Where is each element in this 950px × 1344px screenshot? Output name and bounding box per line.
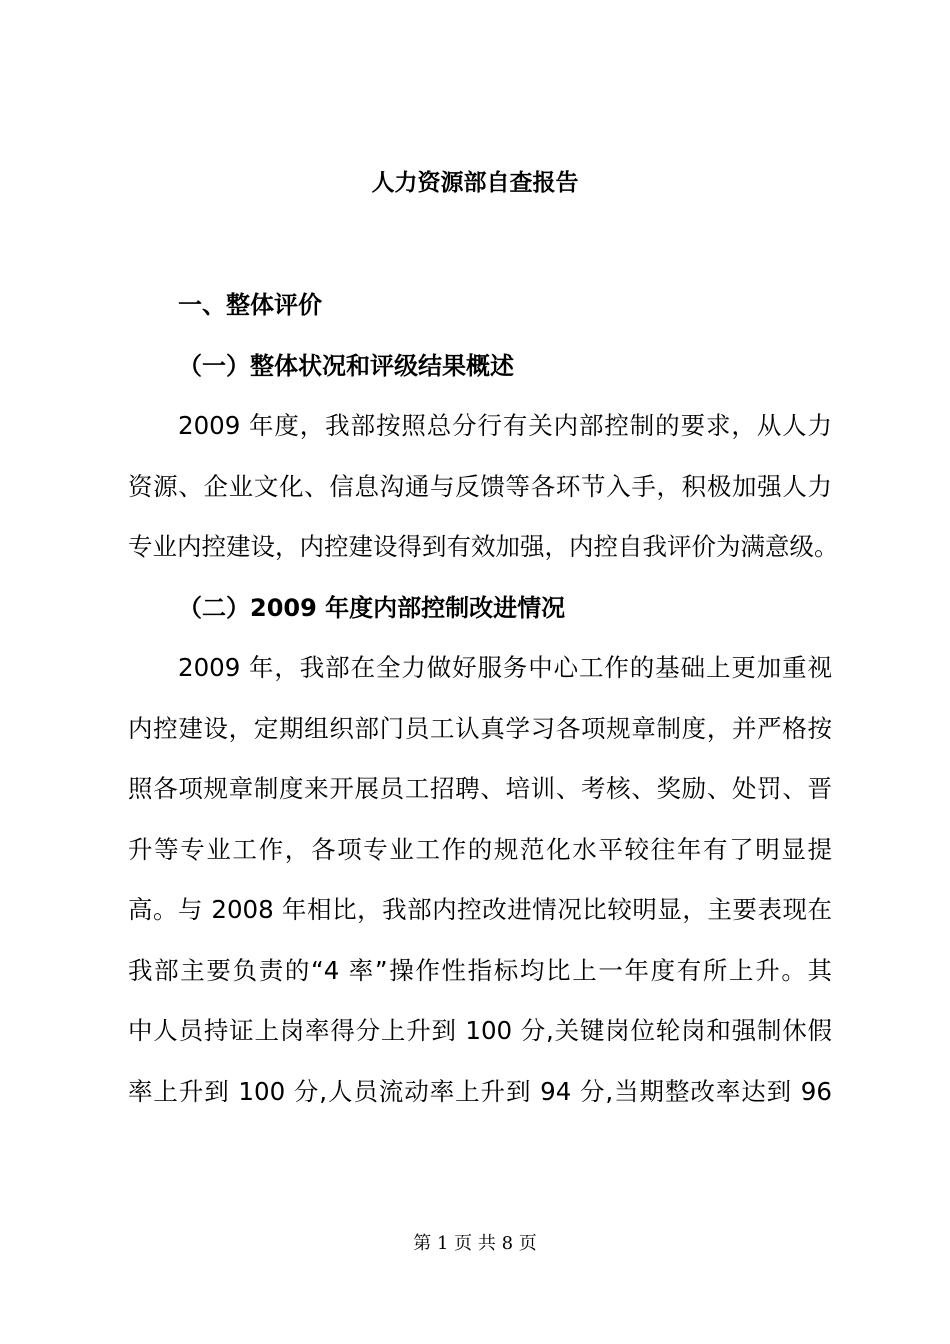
paragraph-line: 资源、企业文化、信息沟通与反馈等各环节入手，积极加强人力 [128, 471, 832, 501]
subsection-heading-overview: （一）整体状况和评级结果概述 [178, 352, 514, 380]
paragraph-line: 2009 年，我部在全力做好服务中心工作的基础上更加重视 [178, 653, 832, 682]
paragraph-line: 我部主要负责的“4 率”操作性指标均比上一年度有所上升。其 [128, 955, 832, 985]
paragraph-improvement [128, 638, 832, 1122]
paragraph-line: 升等专业工作，各项专业工作的规范化水平较往年有了明显提 [128, 834, 832, 864]
section-heading-overall-evaluation: 一、整体评价 [178, 291, 322, 319]
paragraph-line: 2009 年度，我部按照总分行有关内部控制的要求，从人力 [178, 411, 832, 440]
page-number-footer: 第 1 页 共 8 页 [413, 1233, 537, 1254]
paragraph-line: 内控建设，定期组织部门员工认真学习各项规章制度，并严格按 [128, 713, 832, 743]
subsection-heading-improvement: （二）2009 年度内部控制改进情况 [178, 594, 566, 622]
paragraph-overview [128, 396, 839, 578]
paragraph-line: 高。与 2008 年相比，我部内控改进情况比较明显，主要表现在 [128, 895, 832, 924]
paragraph-line: 照各项规章制度来开展员工招聘、培训、考核、奖励、处罚、晋 [128, 774, 832, 803]
document-title: 人力资源部自查报告 [371, 170, 579, 196]
paragraph-line: 专业内控建设，内控建设得到有效加强，内控自我评价为满意级。 [128, 532, 839, 561]
paragraph-line: 率上升到 100 分,人员流动率上升到 94 分,当期整改率达到 96 [128, 1076, 832, 1106]
paragraph-line: 中人员持证上岗率得分上升到 100 分,关键岗位轮岗和强制休假 [128, 1016, 832, 1045]
